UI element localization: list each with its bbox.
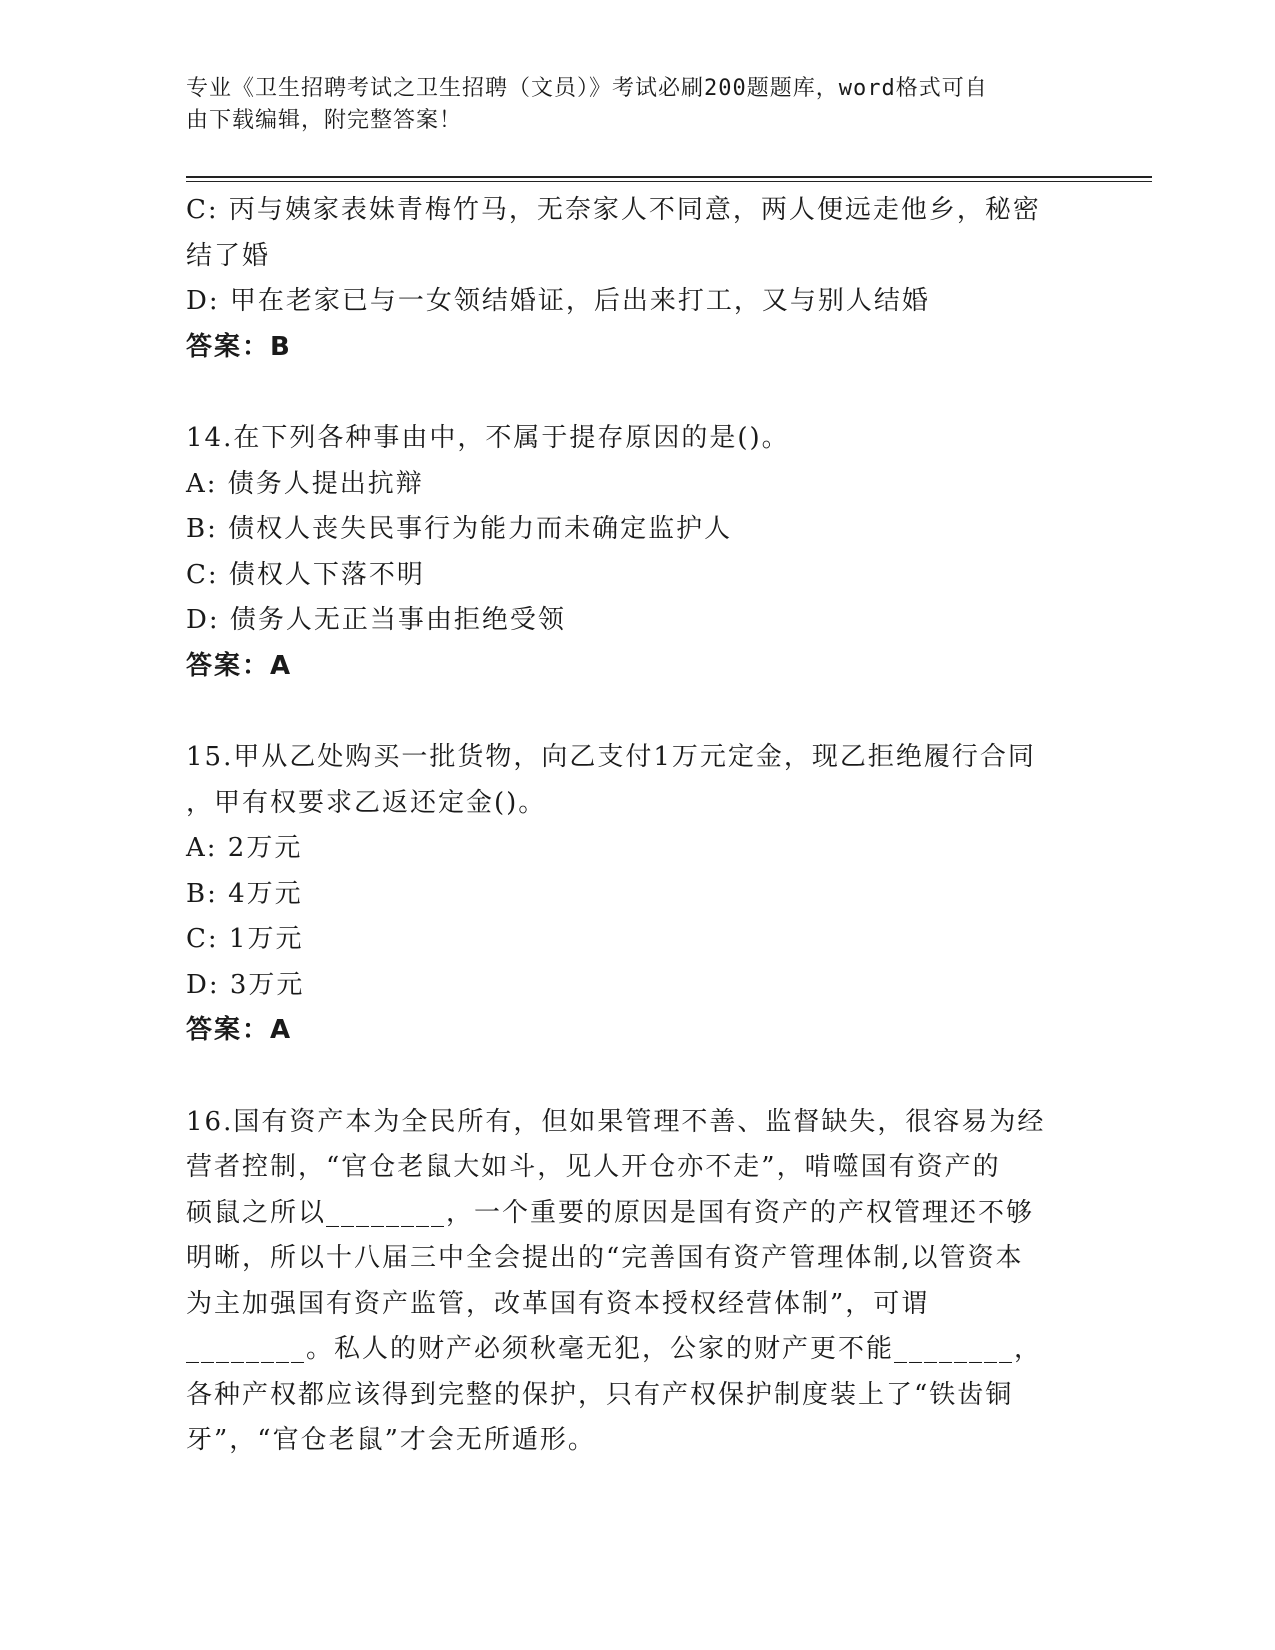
question-16 [186, 1100, 1076, 1464]
question-14 [186, 416, 1076, 689]
option-d: D: 3万元 [186, 969, 305, 1000]
option-d: D: 甲在老家已与一女领结婚证，后出来打工，又与别人结婚 [186, 286, 930, 316]
answer: 答案：B [186, 331, 292, 362]
question-stem-line-1: 16.国有资产本为全民所有，但如果管理不善、监督缺失，很容易为经 [186, 1106, 1046, 1137]
question-stem-line-4: 明晰，所以十八届三中全会提出的“完善国有资产管理体制,以管资本 [186, 1243, 1024, 1273]
option-c-line-2: 结了婚 [186, 240, 271, 271]
question-stem-line-6: ________。私人的财产必须秋毫无犯，公家的财产更不能________， [186, 1334, 1043, 1364]
answer: 答案：A [186, 1015, 293, 1045]
option-c-line-1: C: 丙与姨家表妹青梅竹马，无奈家人不同意，两人便远走他乡，秘密 [186, 195, 1041, 225]
question-stem-line-7: 各种产权都应该得到完整的保护，只有产权保护制度装上了“铁齿铜 [186, 1379, 1014, 1410]
option-a: A: 2万元 [186, 833, 303, 863]
document-header [186, 73, 1066, 137]
option-a: A: 债务人提出抗辩 [186, 468, 424, 499]
question-stem-line-1: 15.甲从乙处购买一批货物，向乙支付1万元定金，现乙拒绝履行合同 [186, 742, 1036, 772]
question-stem-line-2: ，甲有权要求乙返还定金()。 [186, 787, 547, 818]
question-stem: 14.在下列各种事由中，不属于提存原因的是()。 [186, 423, 790, 453]
header-divider-thin [186, 181, 1152, 182]
document-body [186, 188, 1076, 1464]
answer: 答案：A [186, 650, 293, 681]
question-stem-line-8: 牙”，“官仓老鼠”才会无所遁形。 [186, 1425, 596, 1455]
question-13-tail [186, 188, 1076, 370]
header-line-2: 由下载编辑，附完整答案！ [186, 108, 463, 133]
question-stem-line-2: 营者控制，“官仓老鼠大如斗，见人开仓亦不走”，啃噬国有资产的 [186, 1152, 1001, 1182]
question-stem-line-5: 为主加强国有资产监管，改革国有资本授权经营体制”，可谓 [186, 1288, 930, 1319]
option-c: C: 1万元 [186, 924, 304, 954]
option-c: C: 债权人下落不明 [186, 559, 425, 590]
header-line-1: 专业《卫生招聘考试之卫生招聘（文员）》考试必刷200题题库，word格式可自 [186, 76, 988, 101]
option-b: B: 4万元 [186, 878, 303, 909]
header-divider-thick [186, 176, 1152, 178]
question-15 [186, 735, 1076, 1054]
option-d: D: 债务人无正当事由拒绝受领 [186, 605, 566, 635]
option-b: B: 债权人丧失民事行为能力而未确定监护人 [186, 514, 733, 544]
question-stem-line-3: 硕鼠之所以________，一个重要的原因是国有资产的产权管理还不够 [186, 1197, 1035, 1228]
